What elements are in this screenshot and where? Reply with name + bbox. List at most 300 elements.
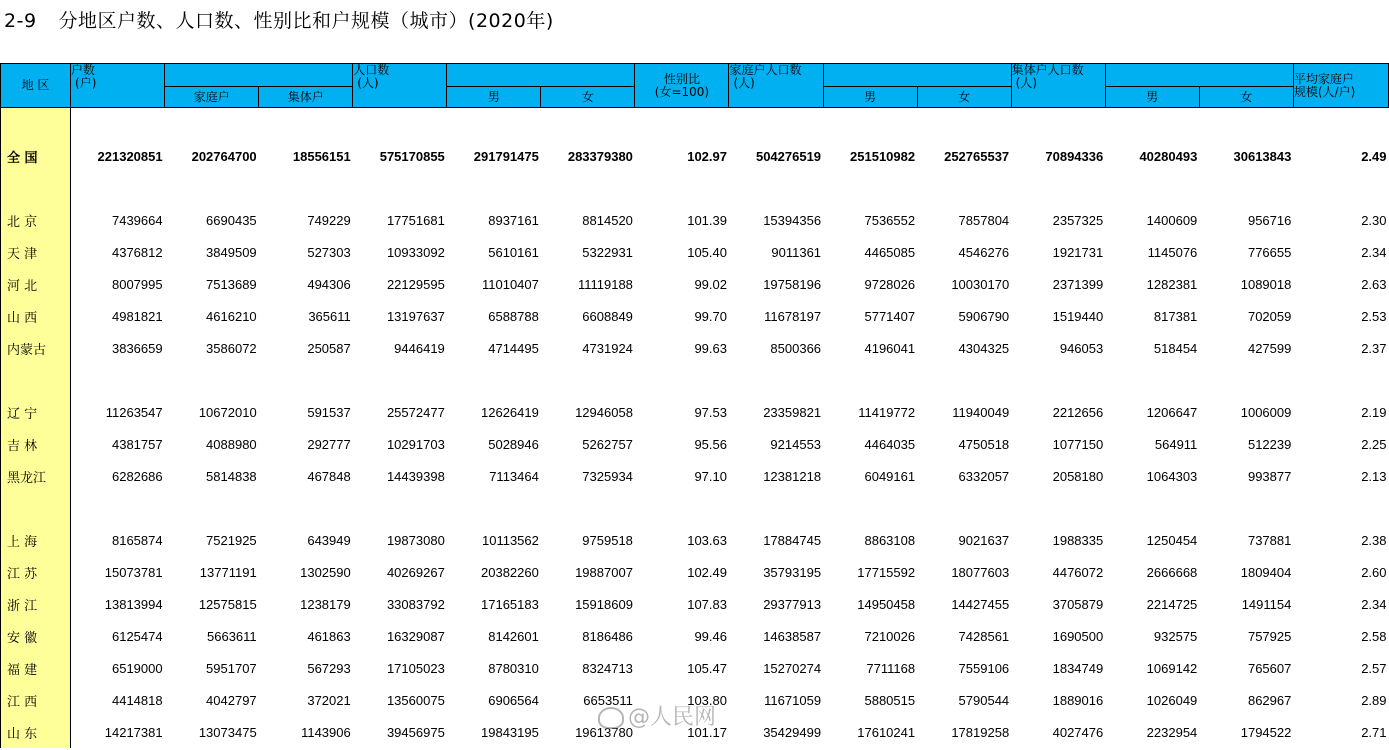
value-cell: 4465085 (864, 244, 916, 260)
value-cell: 4376812 (111, 244, 163, 260)
value-cell: 2.60 (1361, 564, 1387, 580)
value-cell: 7439664 (111, 212, 163, 228)
value-cell: 29377913 (763, 596, 822, 612)
table-row (1, 108, 1389, 205)
value-cell: 13073475 (198, 724, 257, 740)
table-row (1, 396, 1389, 428)
value-cell: 567293 (307, 660, 351, 676)
value-cell (917, 492, 1011, 524)
value-cell: 11263547 (105, 404, 163, 420)
value-cell: 17105023 (386, 660, 445, 676)
value-cell: 2.38 (1361, 532, 1387, 548)
value-cell: 2666668 (1146, 564, 1198, 580)
value-cell: 13197637 (386, 308, 445, 324)
table-code: 2-9 (4, 10, 37, 32)
value-cell: 1143906 (301, 724, 351, 740)
value-cell: 504276519 (755, 148, 822, 164)
value-cell: 5951707 (206, 660, 257, 676)
value-cell: 757925 (1247, 628, 1292, 644)
value-cell: 9011361 (771, 244, 822, 260)
header-households-label: 户数 (71, 63, 96, 77)
value-cell: 8007995 (111, 276, 163, 292)
value-cell: 14950458 (857, 596, 916, 612)
value-cell (353, 492, 447, 524)
value-cell: 17884745 (763, 532, 822, 548)
region-cell: 山 西 (1, 300, 71, 332)
value-cell: 6049161 (864, 468, 916, 484)
table-title: 分地区户数、人口数、性别比和户规模（城市）(2020年) (58, 10, 554, 32)
value-cell: 6906564 (488, 692, 539, 708)
value-cell: 749229 (307, 212, 351, 228)
value-cell: 2.89 (1361, 692, 1387, 708)
value-cell: 467848 (307, 468, 351, 484)
value-cell: 9214553 (770, 436, 822, 452)
value-cell: 11010407 (481, 276, 539, 292)
value-cell: 11671059 (764, 692, 822, 708)
table-row (1, 652, 1389, 684)
value-cell (635, 364, 729, 396)
value-cell: 25572477 (386, 404, 445, 420)
value-cell: 7513689 (206, 276, 257, 292)
value-cell: 1089018 (1240, 276, 1292, 292)
watermark-text: @人民网 (628, 705, 717, 730)
value-cell: 13560075 (386, 692, 445, 708)
value-cell: 14439398 (386, 468, 445, 484)
region-cell: 辽 宁 (1, 396, 71, 428)
header-collective-pop-male: 男 (1105, 87, 1199, 108)
value-cell: 291791475 (473, 148, 539, 164)
value-cell: 2.34 (1361, 244, 1387, 260)
value-cell: 1690500 (1052, 628, 1104, 644)
value-cell: 15270274 (763, 660, 822, 676)
value-cell (1293, 364, 1388, 396)
value-cell: 4381757 (111, 436, 163, 452)
value-cell (353, 364, 447, 396)
value-cell: 2.25 (1361, 436, 1387, 452)
value-cell (447, 492, 541, 524)
value-cell: 4546276 (958, 244, 1010, 260)
header-family-pop-unit: (人) (733, 76, 755, 90)
value-cell: 40269267 (386, 564, 445, 580)
value-cell: 6125474 (111, 628, 163, 644)
value-cell: 11419772 (858, 404, 916, 420)
header-collective-pop (1011, 64, 1105, 108)
value-cell: 4196041 (864, 340, 916, 356)
table-row (1, 300, 1389, 332)
value-cell (917, 364, 1011, 396)
value-cell: 4981821 (111, 308, 163, 324)
value-cell: 2371399 (1052, 276, 1104, 292)
value-cell: 101.39 (687, 212, 727, 228)
value-cell: 5771407 (864, 308, 916, 324)
table-row (1, 236, 1389, 268)
value-cell: 1026049 (1146, 692, 1198, 708)
value-cell: 6519000 (111, 660, 163, 676)
value-cell: 3705879 (1052, 596, 1104, 612)
header-households-span (165, 64, 353, 87)
value-cell: 2.19 (1361, 404, 1387, 420)
header-population-female: 女 (541, 87, 635, 108)
value-cell: 7428561 (958, 628, 1010, 644)
value-cell: 946053 (1059, 340, 1104, 356)
value-cell: 365611 (308, 308, 351, 324)
value-cell: 461863 (307, 628, 351, 644)
value-cell: 7711168 (866, 660, 916, 676)
value-cell: 23359821 (763, 404, 822, 420)
value-cell: 8814520 (582, 212, 633, 228)
value-cell: 2.71 (1361, 724, 1387, 740)
value-cell: 765607 (1247, 660, 1292, 676)
value-cell: 9728026 (864, 276, 916, 292)
header-collective-pop-female: 女 (1199, 87, 1293, 108)
value-cell (165, 364, 259, 396)
value-cell: 1794522 (1240, 724, 1292, 740)
value-cell (635, 492, 729, 524)
value-cell: 12381218 (763, 468, 822, 484)
header-family-pop (729, 64, 823, 108)
region-cell: 河 北 (1, 268, 71, 300)
value-cell: 5790544 (958, 692, 1010, 708)
header-households (71, 64, 165, 108)
value-cell (823, 492, 917, 524)
value-cell: 14638587 (763, 628, 822, 644)
value-cell (1011, 364, 1105, 396)
value-cell: 17715592 (857, 564, 916, 580)
value-cell: 18077603 (951, 564, 1010, 580)
value-cell (1011, 492, 1105, 524)
value-cell: 99.63 (694, 340, 727, 356)
value-cell: 17165183 (481, 596, 539, 612)
value-cell: 8165874 (111, 532, 163, 548)
value-cell: 1006009 (1240, 404, 1292, 420)
value-cell: 564911 (1154, 436, 1198, 452)
value-cell: 101.17 (687, 724, 727, 740)
value-cell: 6653511 (583, 692, 633, 708)
value-cell: 6588788 (488, 308, 539, 324)
value-cell (541, 364, 635, 396)
value-cell: 6690435 (206, 212, 257, 228)
value-cell: 97.53 (694, 404, 727, 420)
value-cell: 105.40 (687, 244, 727, 260)
value-cell: 70894336 (1045, 148, 1104, 164)
table-row (1, 428, 1389, 460)
value-cell: 4414818 (111, 692, 163, 708)
value-cell (1199, 492, 1293, 524)
value-cell: 817381 (1153, 308, 1198, 324)
value-cell: 8500366 (770, 340, 822, 356)
weibo-logo-icon (598, 707, 624, 729)
value-cell: 17610241 (857, 724, 916, 740)
table-row (1, 268, 1389, 300)
value-cell (447, 364, 541, 396)
table-row (1, 620, 1389, 652)
value-cell: 1491154 (1241, 596, 1292, 612)
value-cell: 11119188 (577, 276, 633, 292)
value-cell: 10933092 (386, 244, 445, 260)
value-cell (1293, 492, 1388, 524)
value-cell: 1282381 (1146, 276, 1198, 292)
value-cell: 2.13 (1361, 468, 1387, 484)
table-body (1, 108, 1389, 749)
value-cell: 4476072 (1052, 564, 1104, 580)
value-cell: 7113464 (489, 468, 539, 484)
table-row (1, 332, 1389, 364)
value-cell: 518454 (1153, 340, 1198, 356)
value-cell: 99.46 (694, 628, 727, 644)
value-cell (1105, 492, 1199, 524)
value-cell: 14427455 (951, 596, 1010, 612)
spacer-row (1, 364, 1389, 396)
value-cell: 292777 (307, 436, 351, 452)
header-avg-size-label: 平均家庭户 (1293, 71, 1354, 86)
region-cell: 安 徽 (1, 620, 71, 652)
value-cell: 9446419 (394, 340, 445, 356)
value-cell: 2.34 (1361, 596, 1387, 612)
region-cell: 吉 林 (1, 428, 71, 460)
region-cell: 江 西 (1, 684, 71, 716)
value-cell: 5262757 (582, 436, 633, 452)
value-cell: 105.47 (687, 660, 727, 676)
value-cell: 11678197 (764, 308, 822, 324)
value-cell: 643949 (307, 532, 351, 548)
header-region: 地 区 (1, 64, 71, 108)
value-cell: 9759518 (582, 532, 633, 548)
region-cell: 山 东 (1, 716, 71, 748)
value-cell: 1077150 (1052, 436, 1104, 452)
statistics-table (0, 63, 1389, 748)
value-cell: 2.49 (1361, 148, 1387, 164)
value-cell: 4088980 (206, 436, 257, 452)
value-cell: 5322931 (582, 244, 633, 260)
value-cell: 7521925 (206, 532, 257, 548)
value-cell: 11940049 (952, 404, 1010, 420)
spacer-row (1, 492, 1389, 524)
value-cell: 103.80 (687, 692, 727, 708)
value-cell: 22129595 (386, 276, 445, 292)
value-cell: 102.97 (687, 148, 727, 164)
value-cell: 372021 (307, 692, 351, 708)
value-cell: 1145076 (1147, 244, 1198, 260)
value-cell: 35429499 (763, 724, 822, 740)
value-cell: 16329087 (386, 628, 445, 644)
value-cell: 103.63 (687, 532, 727, 548)
value-cell: 102.49 (687, 564, 727, 580)
value-cell: 18556151 (292, 148, 351, 164)
value-cell: 19758196 (763, 276, 822, 292)
value-cell: 250587 (307, 340, 351, 356)
value-cell: 9021637 (958, 532, 1010, 548)
header-family-households: 家庭户 (165, 87, 259, 108)
value-cell: 10030170 (951, 276, 1010, 292)
header-sex-ratio (635, 64, 729, 108)
value-cell: 99.70 (694, 308, 727, 324)
value-cell: 2214725 (1146, 596, 1198, 612)
header-family-pop-span (823, 64, 1011, 87)
value-cell: 7857804 (958, 212, 1010, 228)
value-cell: 2212656 (1052, 404, 1104, 420)
value-cell: 99.02 (694, 276, 727, 292)
value-cell: 5880515 (864, 692, 916, 708)
value-cell: 776655 (1247, 244, 1292, 260)
value-cell: 3849509 (206, 244, 257, 260)
value-cell: 19873080 (386, 532, 445, 548)
value-cell: 2.37 (1361, 340, 1387, 356)
value-cell: 7536552 (864, 212, 916, 228)
value-cell: 427599 (1247, 340, 1292, 356)
value-cell: 8186486 (582, 628, 633, 644)
value-cell: 221320851 (97, 148, 163, 164)
value-cell: 2232954 (1146, 724, 1198, 740)
header-family-pop-label: 家庭户人口数 (729, 63, 802, 77)
value-cell: 2058180 (1052, 468, 1104, 484)
value-cell: 17819258 (951, 724, 1010, 740)
value-cell: 737881 (1247, 532, 1292, 548)
value-cell: 4750518 (958, 436, 1010, 452)
region-cell: 黑龙江 (1, 460, 71, 492)
header-avg-size-unit: 规模(人/户) (1293, 84, 1356, 99)
header-collective-pop-unit: (人) (1015, 76, 1038, 90)
value-cell: 19843195 (481, 724, 539, 740)
region-cell: 全 国 (1, 108, 71, 205)
header-family-pop-male: 男 (823, 87, 917, 108)
region-cell: 江 苏 (1, 556, 71, 588)
value-cell: 527303 (307, 244, 351, 260)
value-cell: 15394356 (763, 212, 822, 228)
region-cell: 内蒙古 (1, 332, 71, 364)
value-cell: 862967 (1247, 692, 1292, 708)
value-cell: 2.30 (1361, 212, 1387, 228)
value-cell: 10291703 (386, 436, 445, 452)
value-cell: 8324713 (582, 660, 633, 676)
value-cell: 5028946 (488, 436, 539, 452)
value-cell: 2.63 (1361, 276, 1387, 292)
value-cell: 1064303 (1146, 468, 1198, 484)
value-cell: 6332057 (958, 468, 1010, 484)
value-cell: 1834749 (1052, 660, 1104, 676)
value-cell: 5814838 (206, 468, 257, 484)
value-cell: 3836659 (111, 340, 163, 356)
region-cell: 上 海 (1, 524, 71, 556)
value-cell: 202764700 (191, 148, 257, 164)
value-cell: 993877 (1247, 468, 1292, 484)
value-cell: 494306 (307, 276, 351, 292)
table-row (1, 588, 1389, 620)
value-cell: 8780310 (488, 660, 539, 676)
value-cell: 7325934 (582, 468, 633, 484)
value-cell: 8937161 (488, 212, 539, 228)
header-sex-ratio-label: 性别比 (663, 71, 700, 86)
header-collective-households: 集体户 (259, 87, 353, 108)
value-cell: 4304325 (958, 340, 1010, 356)
value-cell: 2.57 (1361, 660, 1387, 676)
region-cell: 天 津 (1, 236, 71, 268)
region-cell: 北 京 (1, 204, 71, 236)
value-cell: 956716 (1247, 212, 1292, 228)
value-cell: 1250454 (1146, 532, 1198, 548)
header-population-unit: (人) (357, 76, 379, 90)
page-title (4, 6, 554, 32)
value-cell (541, 492, 635, 524)
value-cell: 30613843 (1233, 148, 1292, 164)
header-households-unit: (户) (75, 76, 97, 90)
value-cell: 13813994 (104, 596, 163, 612)
value-cell: 283379380 (567, 148, 633, 164)
value-cell: 14217381 (104, 724, 163, 740)
header-collective-pop-span (1105, 64, 1293, 87)
header-population-span (447, 64, 635, 87)
table-row (1, 556, 1389, 588)
value-cell: 20382260 (481, 564, 539, 580)
value-cell: 13771191 (199, 564, 257, 580)
value-cell (1199, 364, 1293, 396)
value-cell: 5610161 (488, 244, 539, 260)
value-cell (729, 364, 823, 396)
value-cell: 10672010 (198, 404, 257, 420)
value-cell: 1302590 (300, 564, 351, 580)
value-cell: 10113562 (481, 532, 539, 548)
value-cell: 6608849 (582, 308, 633, 324)
value-cell: 1400609 (1146, 212, 1198, 228)
value-cell: 8863108 (864, 532, 916, 548)
table-row (1, 524, 1389, 556)
region-cell: 福 建 (1, 652, 71, 684)
value-cell (1105, 364, 1199, 396)
value-cell: 932575 (1153, 628, 1198, 644)
value-cell: 95.56 (694, 436, 727, 452)
region-cell: 浙 江 (1, 588, 71, 620)
value-cell: 1206647 (1146, 404, 1198, 420)
value-cell (729, 492, 823, 524)
value-cell: 2.53 (1361, 308, 1387, 324)
value-cell (259, 364, 353, 396)
value-cell: 4027476 (1052, 724, 1104, 740)
value-cell: 19613780 (575, 724, 633, 740)
value-cell: 17751681 (386, 212, 445, 228)
value-cell: 12946058 (575, 404, 633, 420)
value-cell (165, 492, 259, 524)
value-cell: 512239 (1247, 436, 1292, 452)
value-cell: 1809404 (1240, 564, 1292, 580)
value-cell: 4464035 (864, 436, 916, 452)
value-cell: 5663611 (207, 628, 257, 644)
value-cell: 33083792 (386, 596, 445, 612)
value-cell: 2.58 (1361, 628, 1387, 644)
header-family-pop-female: 女 (917, 87, 1011, 108)
value-cell: 97.10 (694, 468, 727, 484)
header-population-label: 人口数 (353, 63, 390, 77)
value-cell: 39456975 (386, 724, 445, 740)
value-cell: 1988335 (1052, 532, 1104, 548)
value-cell: 702059 (1247, 308, 1292, 324)
value-cell: 575170855 (379, 148, 445, 164)
value-cell: 5906790 (958, 308, 1010, 324)
header-collective-pop-label: 集体户人口数 (1011, 63, 1084, 77)
value-cell (259, 492, 353, 524)
value-cell: 12575815 (198, 596, 257, 612)
value-cell: 4714495 (488, 340, 539, 356)
header-sex-ratio-unit: (女=100) (654, 84, 710, 99)
value-cell: 1069142 (1146, 660, 1198, 676)
value-cell: 591537 (307, 404, 351, 420)
value-cell: 4042797 (206, 692, 257, 708)
value-cell: 1889016 (1052, 692, 1104, 708)
region-cell (1, 492, 71, 524)
value-cell (71, 364, 165, 396)
table-row (1, 460, 1389, 492)
region-cell (1, 364, 71, 396)
value-cell: 15073781 (104, 564, 163, 580)
value-cell: 4731924 (582, 340, 633, 356)
